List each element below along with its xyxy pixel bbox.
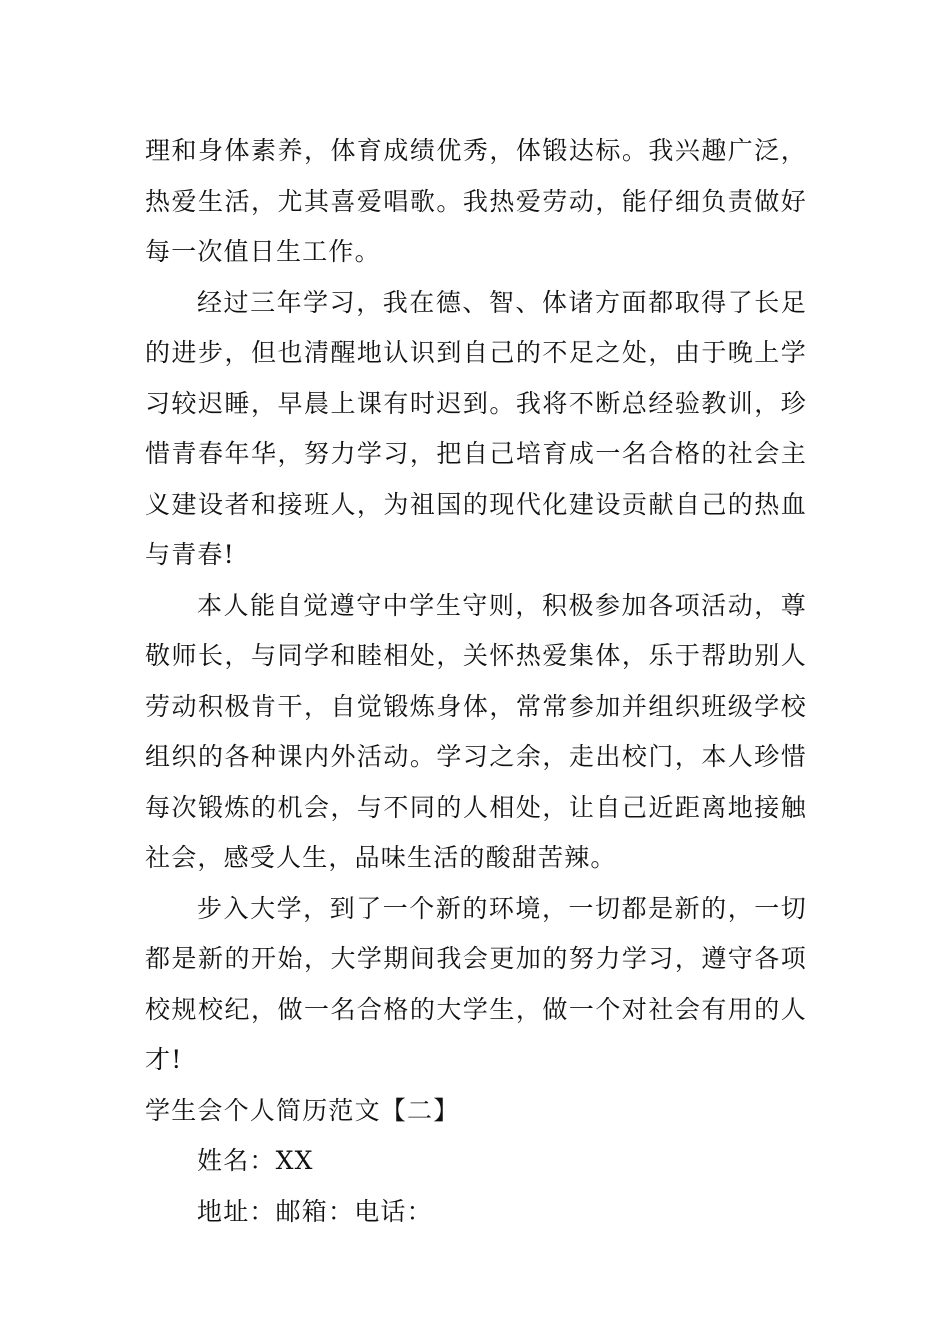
paragraph-conduct: 本人能自觉遵守中学生守则，积极参加各项活动，尊敬师长，与同学和睦相处，关怀热爱集体，乐于帮助别人劳动积极肯干，自觉锻炼身体，常常参加并组织班级学校组织的各种课内外活动。学习之余，走出校门，本人珍惜每次锻炼的机会，与不同的人相处，让自己近距离地接触社会，感受人生，品味生活的酸甜苦辣。 — [145, 590, 807, 872]
paragraph-interests: 理和身体素养，体育成绩优秀，体锻达标。我兴趣广泛，热爱生活，尤其喜爱唱歌。我热爱劳动，能仔细负责做好每一次值日生工作。 — [145, 136, 807, 266]
paragraph-university: 步入大学，到了一个新的环境，一切都是新的，一切都是新的开始，大学期间我会更加的努力学习，遵守各项校规校纪，做一名合格的大学生，做一个对社会有用的人才! — [145, 893, 807, 1074]
paragraph-progress: 经过三年学习，我在德、智、体诸方面都取得了长足的进步，但也清醒地认识到自己的不足之处，由于晚上学习较迟睡，早晨上课有时迟到。我将不断总经验教训，珍惜青春年华，努力学习，把自己培育成一名合格的社会主义建设者和接班人，为祖国的现代化建设贡献自己的热血与青春! — [145, 287, 807, 569]
name-field: 姓名：XX — [197, 1146, 314, 1175]
document-body — [145, 126, 807, 1237]
contact-field: 地址：邮箱：电话： — [197, 1196, 433, 1226]
section-heading: 学生会个人简历范文【二】 — [145, 1095, 460, 1125]
